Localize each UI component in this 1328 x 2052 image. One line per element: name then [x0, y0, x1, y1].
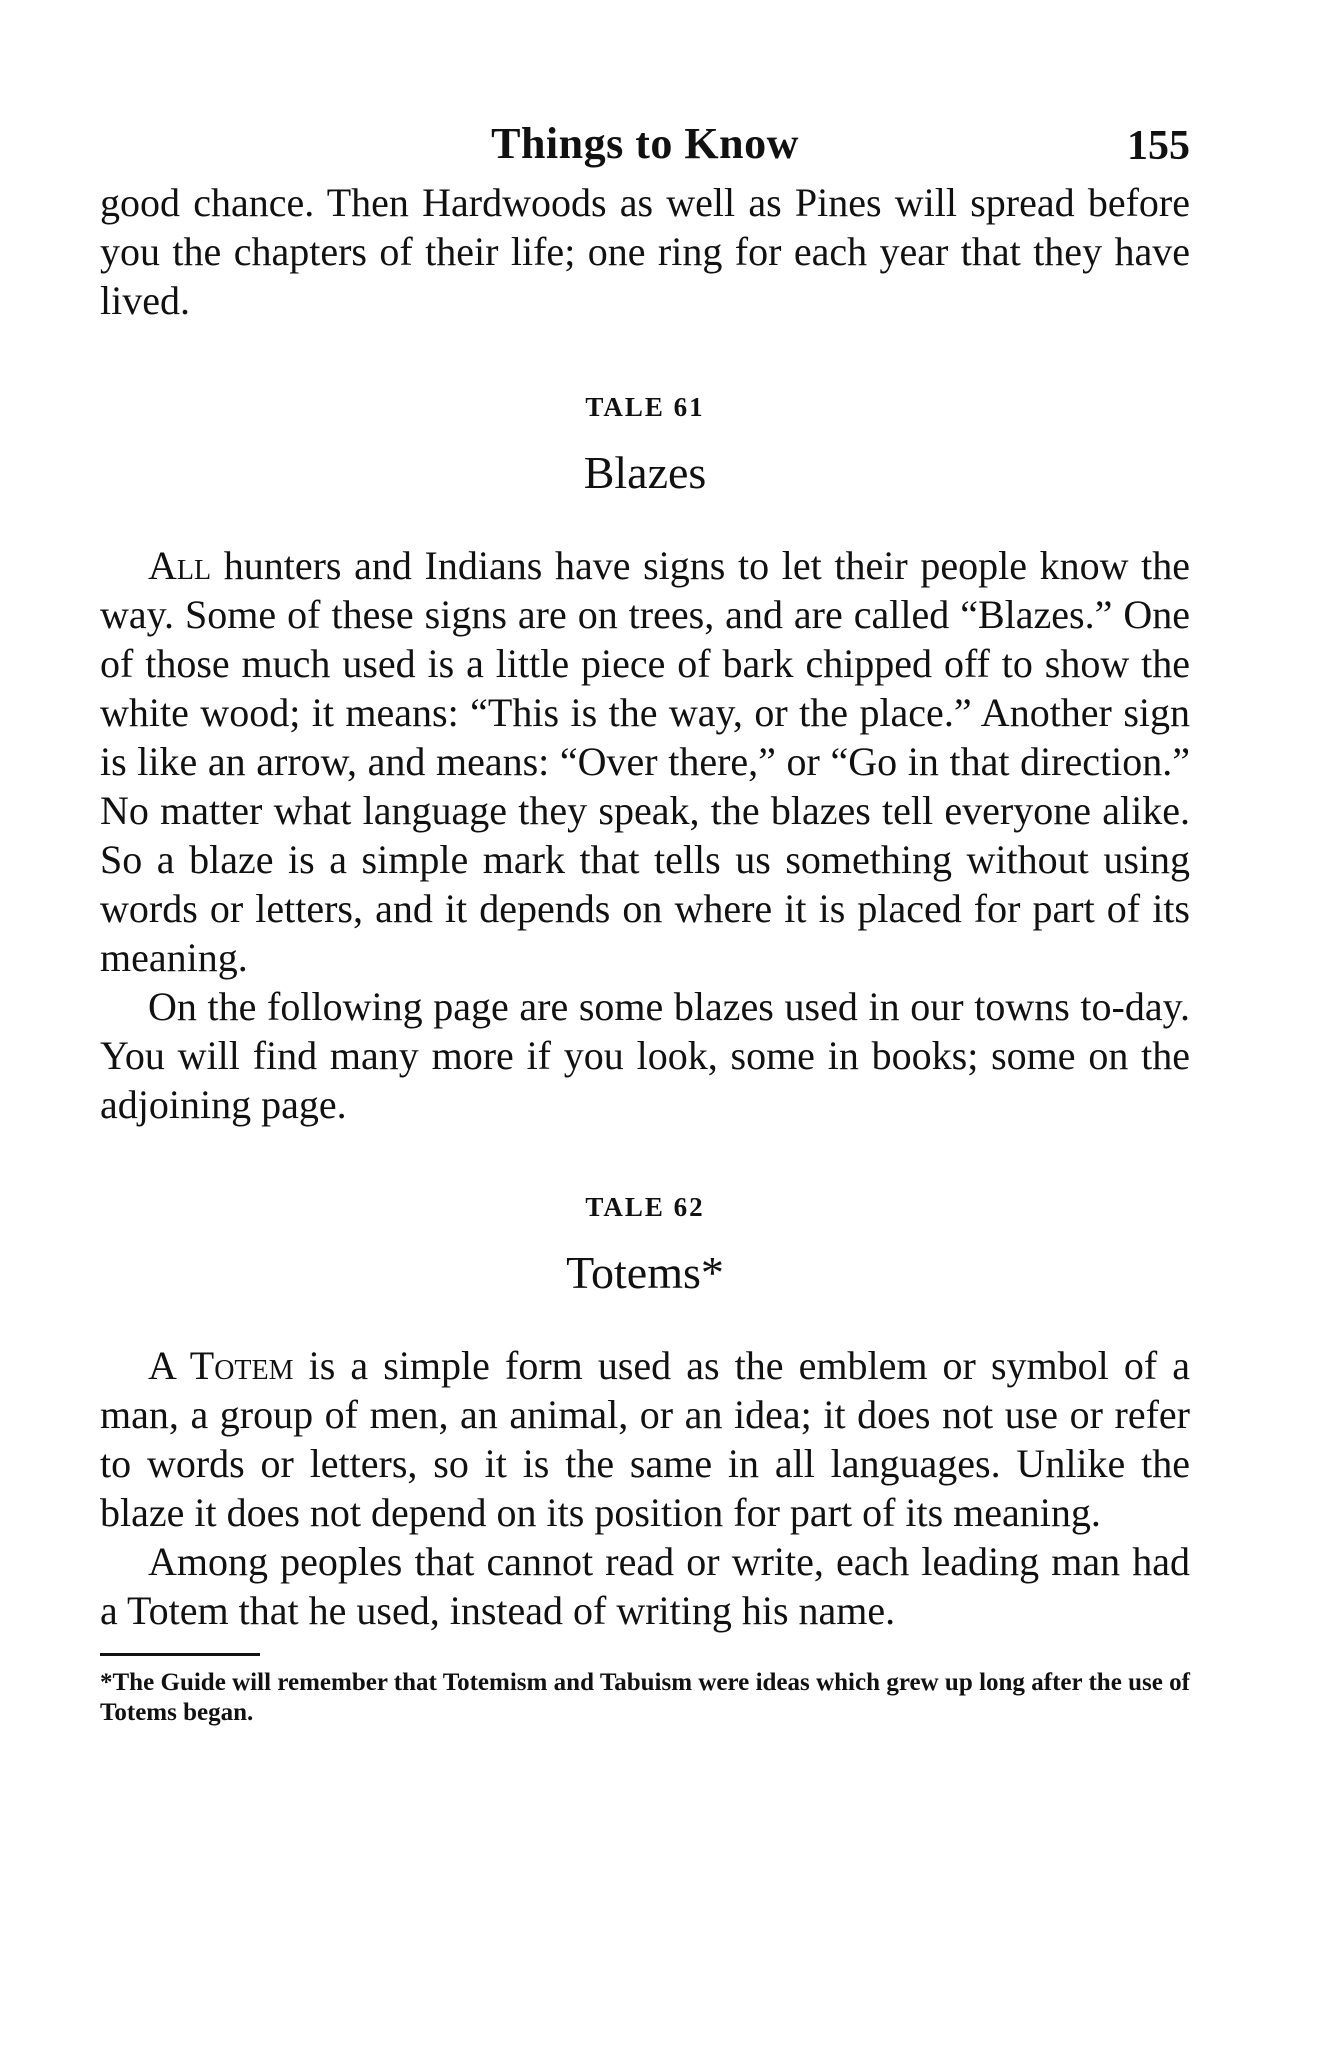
blazes-paragraph-1: [100, 541, 1190, 982]
page-number: 155: [1127, 123, 1190, 169]
blazes-lead-word: All: [148, 543, 212, 588]
totems-paragraph-1: [100, 1341, 1190, 1537]
page-header: [100, 118, 1190, 174]
running-head: Things to Know: [491, 119, 799, 168]
tale-61-title: Blazes: [583, 447, 707, 498]
tale-62-title: Totems*: [566, 1247, 724, 1298]
tale-62-number: TALE 62: [585, 1192, 705, 1222]
totems-paragraph-1-text: is a simple form used as the emblem or symbol of a man, a group of men, an animal, or an idea; it does not use or refer to words or letters, so it is the same in all languages. Unlike the blaze it does not depend on its position for part of its meaning.: [100, 1343, 1191, 1535]
footnote: *The Guide will remember that Totemism and Tabuism were ideas which grew up long after the use of Totems began.: [100, 1669, 1190, 1726]
totems-paragraph-2: Among peoples that cannot read or write, each leading man had a Totem that he used, instead of writing his name.: [100, 1539, 1190, 1633]
book-page: [100, 118, 1190, 1728]
continuation-paragraph: good chance. Then Hardwoods as well as Pines will spread before you the chapters of their life; one ring for each year that they have lived.: [100, 180, 1190, 323]
blazes-paragraph-2: On the following page are some blazes used in our towns to-day. You will find many more if you look, some in books; some on the adjoining page.: [100, 984, 1190, 1127]
blazes-paragraph-1-text: hunters and Indians have signs to let their people know the way. Some of these signs are on trees, and are called “Blazes.” One of those much used is a little piece of bark chipped off to show the white wood; it means: “This is the way, or the place.” Another sign is like an arrow, and means: “Over there,” or “Go in that direction.” No matter what language they speak, the blazes tell everyone alike. So a blaze is a simple mark that tells us something without using words or letters, and it depends on where it is placed for part of its meaning.: [100, 543, 1190, 980]
totems-lead-word: A: [148, 1343, 190, 1388]
totems-caps-word: Totem: [189, 1343, 294, 1388]
tale-61-number: TALE 61: [585, 392, 705, 422]
footnote-rule: [100, 1653, 260, 1656]
